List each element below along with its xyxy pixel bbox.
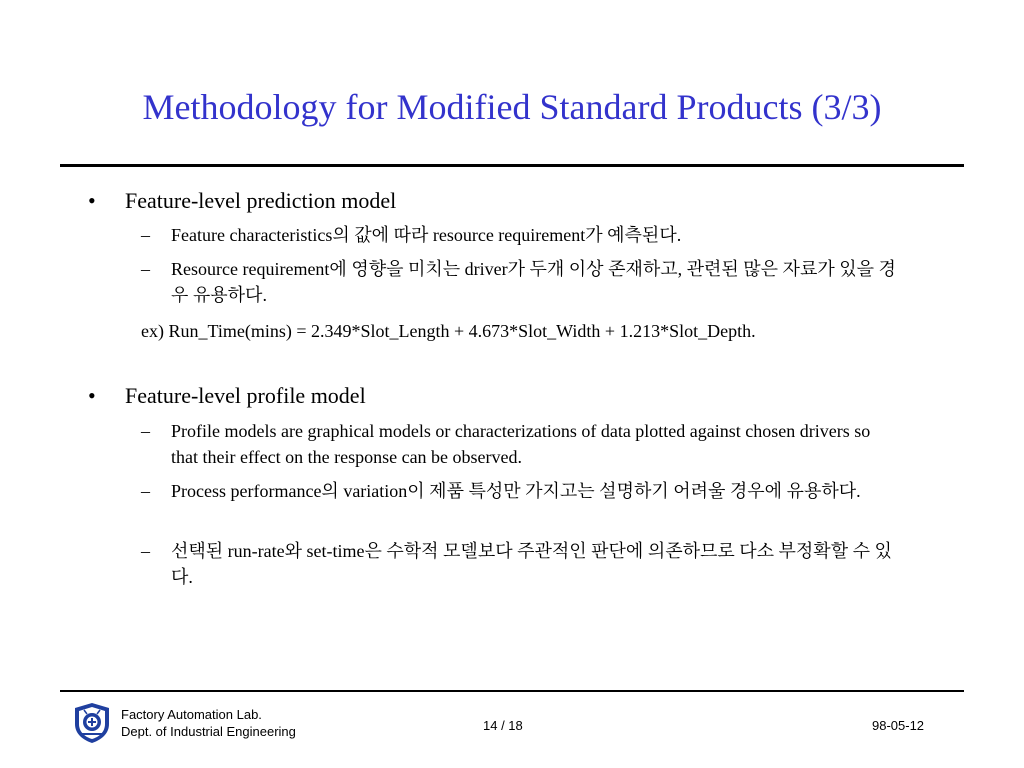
sub-marker: – — [141, 259, 150, 279]
university-emblem-icon — [72, 702, 112, 744]
slide-date: 98-05-12 — [872, 718, 925, 733]
page-number: 14 / 18 — [483, 718, 523, 733]
bullet-marker: • — [88, 383, 96, 408]
slide-title: Methodology for Modified Standard Products (3/3) — [142, 87, 882, 127]
sub-marker: – — [141, 225, 150, 245]
regression-example: ex) Run_Time(mins) = 2.349*Slot_Length + 4.673*Slot_Width + 1.213*Slot_Depth. — [141, 321, 756, 341]
bullet-text: Feature-level prediction model — [125, 188, 397, 213]
sub-text: Resource requirement에 영향을 미치는 driver가 두개 이상 존재하고, 관련된 많은 자료가 있을 경우 유용하다. — [171, 259, 896, 305]
sub-marker: – — [141, 421, 150, 441]
footer-divider — [60, 690, 964, 692]
lab-name: Factory Automation Lab. — [121, 707, 262, 722]
slide-footer — [0, 700, 1024, 760]
sub-text: 선택된 run-rate와 set-time은 수학적 모델보다 주관적인 판단에 의존하므로 다소 부정확할 수 있다. — [171, 541, 892, 587]
sub-marker: – — [141, 481, 150, 501]
title-divider — [60, 164, 964, 167]
lab-info — [121, 706, 296, 740]
sub-text: Process performance의 variation이 제품 특성만 가지고는 설명하기 어려울 경우에 유용하다. — [171, 481, 861, 501]
sub-text: Feature characteristics의 값에 따라 resource requirement가 예측된다. — [171, 225, 682, 245]
department-name: Dept. of Industrial Engineering — [121, 724, 296, 739]
sub-marker: – — [141, 541, 150, 561]
bullet-marker: • — [88, 188, 96, 213]
bullet-text: Feature-level profile model — [125, 383, 366, 408]
sub-text: Profile models are graphical models or characterizations of data plotted against chosen drivers so that their effect on the response can be observed. — [171, 421, 871, 467]
